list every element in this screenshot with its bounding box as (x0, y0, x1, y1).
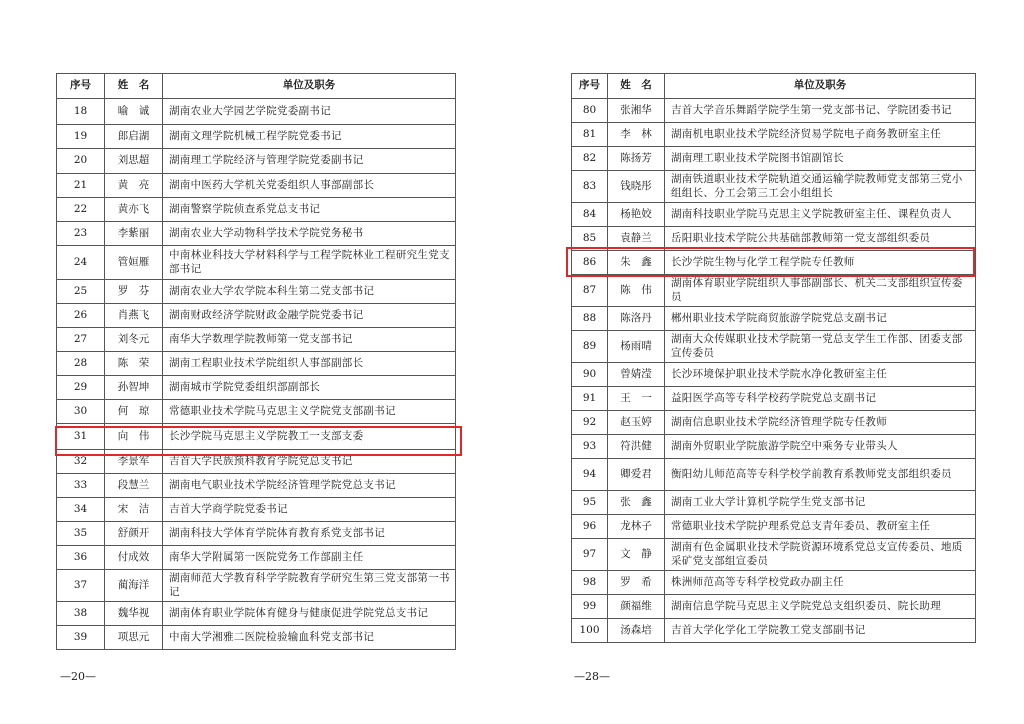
table-row (572, 387, 976, 411)
person-name: 陈 伟 (608, 275, 665, 307)
unit-and-position: 湖南大众传媒职业技术学院第一党总支学生工作部、团委支部宣传委员 (665, 331, 976, 363)
left-table-body (57, 99, 456, 650)
person-name: 李 林 (608, 123, 665, 147)
table-row (57, 400, 456, 424)
row-number: 83 (572, 171, 608, 203)
unit-and-position: 湖南外贸职业学院旅游学院空中乘务专业带头人 (665, 435, 976, 459)
row-number: 96 (572, 515, 608, 539)
table-row (57, 352, 456, 376)
table-row (572, 619, 976, 643)
person-name: 张湘华 (608, 99, 665, 123)
person-name: 魏华视 (105, 602, 163, 626)
unit-and-position: 湖南师范大学教育科学学院教育学研究生第三党支部第一书记 (163, 570, 456, 602)
table-row (57, 99, 456, 125)
person-name: 宋 洁 (105, 498, 163, 522)
row-number: 36 (57, 546, 105, 570)
person-name: 朱 鑫 (608, 251, 665, 275)
person-name: 陈 荣 (105, 352, 163, 376)
unit-and-position: 湖南科技职业学院马克思主义学院教研室主任、课程负责人 (665, 203, 976, 227)
table-row (57, 376, 456, 400)
table-row (572, 203, 976, 227)
person-name: 项思元 (105, 626, 163, 650)
header-row (572, 74, 976, 99)
unit-and-position: 湖南科技大学体育学院体育教育系党支部书记 (163, 522, 456, 546)
unit-and-position: 长沙环境保护职业技术学院水净化教研室主任 (665, 363, 976, 387)
unit-and-position: 中南林业科技大学材料科学与工程学院林业工程研究生党支部书记 (163, 246, 456, 280)
person-name: 孙智坤 (105, 376, 163, 400)
row-number: 30 (57, 400, 105, 424)
left-page-number: —20— (60, 670, 96, 683)
row-number: 39 (57, 626, 105, 650)
row-number: 37 (57, 570, 105, 602)
row-number: 87 (572, 275, 608, 307)
table-row (57, 280, 456, 304)
right-table-body (572, 99, 976, 643)
unit-and-position: 中南大学湘雅二医院检验输血科党支部书记 (163, 626, 456, 650)
table-row (57, 498, 456, 522)
table-row (572, 147, 976, 171)
person-name: 蔺海洋 (105, 570, 163, 602)
table-row (572, 459, 976, 491)
unit-and-position: 吉首大学民族预科教育学院党总支书记 (163, 450, 456, 474)
unit-and-position: 湖南体育职业学院组织人事部副部长、机关二支部组织宣传委员 (665, 275, 976, 307)
person-name: 李紫丽 (105, 222, 163, 246)
person-name: 张 鑫 (608, 491, 665, 515)
row-number: 35 (57, 522, 105, 546)
row-number: 89 (572, 331, 608, 363)
person-name: 杨雨晴 (608, 331, 665, 363)
unit-and-position: 郴州职业技术学院商贸旅游学院党总支副书记 (665, 307, 976, 331)
table-row (572, 99, 976, 123)
table-row (57, 626, 456, 650)
person-name: 汤森培 (608, 619, 665, 643)
row-number: 33 (57, 474, 105, 498)
person-name: 龙林子 (608, 515, 665, 539)
row-number: 38 (57, 602, 105, 626)
table-row (572, 363, 976, 387)
person-name: 赵玉婷 (608, 411, 665, 435)
header-name: 姓 名 (608, 74, 665, 99)
row-number: 85 (572, 227, 608, 251)
table-row (572, 435, 976, 459)
table-row (572, 171, 976, 203)
row-number: 34 (57, 498, 105, 522)
row-number: 22 (57, 198, 105, 222)
unit-and-position: 湖南工程职业技术学院组织人事部副部长 (163, 352, 456, 376)
left-roster-table (56, 73, 456, 650)
header-duty: 单位及职务 (665, 74, 976, 99)
unit-and-position: 南华大学附属第一医院党务工作部副主任 (163, 546, 456, 570)
person-name: 王 一 (608, 387, 665, 411)
row-number: 95 (572, 491, 608, 515)
person-name: 杨艳姣 (608, 203, 665, 227)
row-number: 93 (572, 435, 608, 459)
person-name: 陈扬芳 (608, 147, 665, 171)
right-roster-table (571, 73, 976, 643)
unit-and-position: 湖南城市学院党委组织部副部长 (163, 376, 456, 400)
row-number: 25 (57, 280, 105, 304)
unit-and-position: 常德职业技术学院护理系党总支青年委员、教研室主任 (665, 515, 976, 539)
table-row (57, 602, 456, 626)
unit-and-position: 岳阳职业技术学院公共基础部教师第一党支部组织委员 (665, 227, 976, 251)
row-number: 94 (572, 459, 608, 491)
row-number: 27 (57, 328, 105, 352)
table-row (57, 174, 456, 198)
table-row (572, 539, 976, 571)
row-number: 88 (572, 307, 608, 331)
unit-and-position: 衡阳幼儿师范高等专科学校学前教育系教师党支部组织委员 (665, 459, 976, 491)
person-name: 袁静兰 (608, 227, 665, 251)
highlight-box-row-86 (566, 247, 975, 277)
unit-and-position: 益阳医学高等专科学校药学院党总支副书记 (665, 387, 976, 411)
row-number: 97 (572, 539, 608, 571)
person-name: 段慧兰 (105, 474, 163, 498)
unit-and-position: 湖南财政经济学院财政金融学院党委书记 (163, 304, 456, 328)
row-number: 31 (57, 424, 105, 450)
table-row (572, 595, 976, 619)
row-number: 28 (57, 352, 105, 376)
unit-and-position: 湖南工业大学计算机学院学生党支部书记 (665, 491, 976, 515)
unit-and-position: 湖南理工学院经济与管理学院党委副书记 (163, 149, 456, 174)
table-row (572, 307, 976, 331)
unit-and-position: 湖南电气职业技术学院经济管理学院党总支书记 (163, 474, 456, 498)
header-duty: 单位及职务 (163, 74, 456, 99)
row-number: 80 (572, 99, 608, 123)
row-number: 82 (572, 147, 608, 171)
table-row (57, 546, 456, 570)
right-page-number: —28— (574, 670, 610, 683)
row-number: 91 (572, 387, 608, 411)
table-row (57, 222, 456, 246)
person-name: 罗 芬 (105, 280, 163, 304)
row-number: 84 (572, 203, 608, 227)
row-number: 92 (572, 411, 608, 435)
table-row (57, 198, 456, 222)
unit-and-position: 湖南农业大学农学院本科生第二党支部书记 (163, 280, 456, 304)
unit-and-position: 湖南警察学院侦查系党总支书记 (163, 198, 456, 222)
person-name: 罗 希 (608, 571, 665, 595)
unit-and-position: 湖南体育职业学院体育健身与健康促进学院党总支书记 (163, 602, 456, 626)
unit-and-position: 株洲师范高等专科学校党政办副主任 (665, 571, 976, 595)
unit-and-position: 湖南农业大学动物科学技术学院党务秘书 (163, 222, 456, 246)
header-no: 序号 (57, 74, 105, 99)
row-number: 90 (572, 363, 608, 387)
person-name: 符洪健 (608, 435, 665, 459)
table-row (57, 304, 456, 328)
person-name: 黄 亮 (105, 174, 163, 198)
unit-and-position: 湖南理工职业技术学院图书馆副馆长 (665, 147, 976, 171)
table-row (572, 491, 976, 515)
table-row (57, 474, 456, 498)
row-number: 86 (572, 251, 608, 275)
table-row (57, 246, 456, 280)
unit-and-position: 湖南机电职业技术学院经济贸易学院电子商务教研室主任 (665, 123, 976, 147)
row-number: 98 (572, 571, 608, 595)
unit-and-position: 长沙学院马克思主义学院教工一支部支委 (163, 424, 456, 450)
table-row (572, 515, 976, 539)
person-name: 曾婧滢 (608, 363, 665, 387)
row-number: 19 (57, 125, 105, 149)
unit-and-position: 南华大学数理学院教师第一党支部书记 (163, 328, 456, 352)
unit-and-position: 湖南信息职业技术学院经济管理学院专任教师 (665, 411, 976, 435)
unit-and-position: 长沙学院生物与化学工程学院专任教师 (665, 251, 976, 275)
person-name: 肖燕飞 (105, 304, 163, 328)
person-name: 李景军 (105, 450, 163, 474)
person-name: 钱晓彤 (608, 171, 665, 203)
table-row (572, 411, 976, 435)
person-name: 颜福维 (608, 595, 665, 619)
unit-and-position: 湖南农业大学园艺学院党委副书记 (163, 99, 456, 125)
person-name: 黄亦飞 (105, 198, 163, 222)
person-name: 付成效 (105, 546, 163, 570)
row-number: 99 (572, 595, 608, 619)
unit-and-position: 吉首大学商学院党委书记 (163, 498, 456, 522)
person-name: 陈洛丹 (608, 307, 665, 331)
person-name: 郎启湖 (105, 125, 163, 149)
row-number: 100 (572, 619, 608, 643)
row-number: 24 (57, 246, 105, 280)
row-number: 23 (57, 222, 105, 246)
person-name: 舒颜开 (105, 522, 163, 546)
unit-and-position: 湖南信息学院马克思主义学院党总支组织委员、院长助理 (665, 595, 976, 619)
header-row (57, 74, 456, 99)
unit-and-position: 湖南文理学院机械工程学院党委书记 (163, 125, 456, 149)
unit-and-position: 湖南中医药大学机关党委组织人事部副部长 (163, 174, 456, 198)
table-row (57, 149, 456, 174)
unit-and-position: 湖南有色金属职业技术学院资源环境系党总支宣传委员、地质采矿党支部组宣委员 (665, 539, 976, 571)
highlight-box-row-31 (55, 426, 462, 456)
header-name: 姓 名 (105, 74, 163, 99)
person-name: 管姮雁 (105, 246, 163, 280)
row-number: 29 (57, 376, 105, 400)
table-row (57, 328, 456, 352)
right-page (571, 73, 976, 643)
table-row (572, 331, 976, 363)
row-number: 18 (57, 99, 105, 125)
table-row (572, 571, 976, 595)
unit-and-position: 常德职业技术学院马克思主义学院党支部副书记 (163, 400, 456, 424)
person-name: 向 伟 (105, 424, 163, 450)
table-row (572, 275, 976, 307)
table-row (57, 125, 456, 149)
person-name: 喻 诚 (105, 99, 163, 125)
unit-and-position: 吉首大学化学化工学院教工党支部副书记 (665, 619, 976, 643)
table-row (57, 570, 456, 602)
unit-and-position: 湖南铁道职业技术学院轨道交通运输学院教师党支部第三党小组组长、分工会第三工会小组组长 (665, 171, 976, 203)
header-no: 序号 (572, 74, 608, 99)
table-row (57, 522, 456, 546)
row-number: 20 (57, 149, 105, 174)
person-name: 何 琼 (105, 400, 163, 424)
table-row (572, 123, 976, 147)
person-name: 文 静 (608, 539, 665, 571)
row-number: 26 (57, 304, 105, 328)
left-page (56, 73, 456, 650)
row-number: 81 (572, 123, 608, 147)
person-name: 卿爱君 (608, 459, 665, 491)
person-name: 刘冬元 (105, 328, 163, 352)
person-name: 刘思超 (105, 149, 163, 174)
row-number: 21 (57, 174, 105, 198)
row-number: 32 (57, 450, 105, 474)
unit-and-position: 吉首大学音乐舞蹈学院学生第一党支部书记、学院团委书记 (665, 99, 976, 123)
